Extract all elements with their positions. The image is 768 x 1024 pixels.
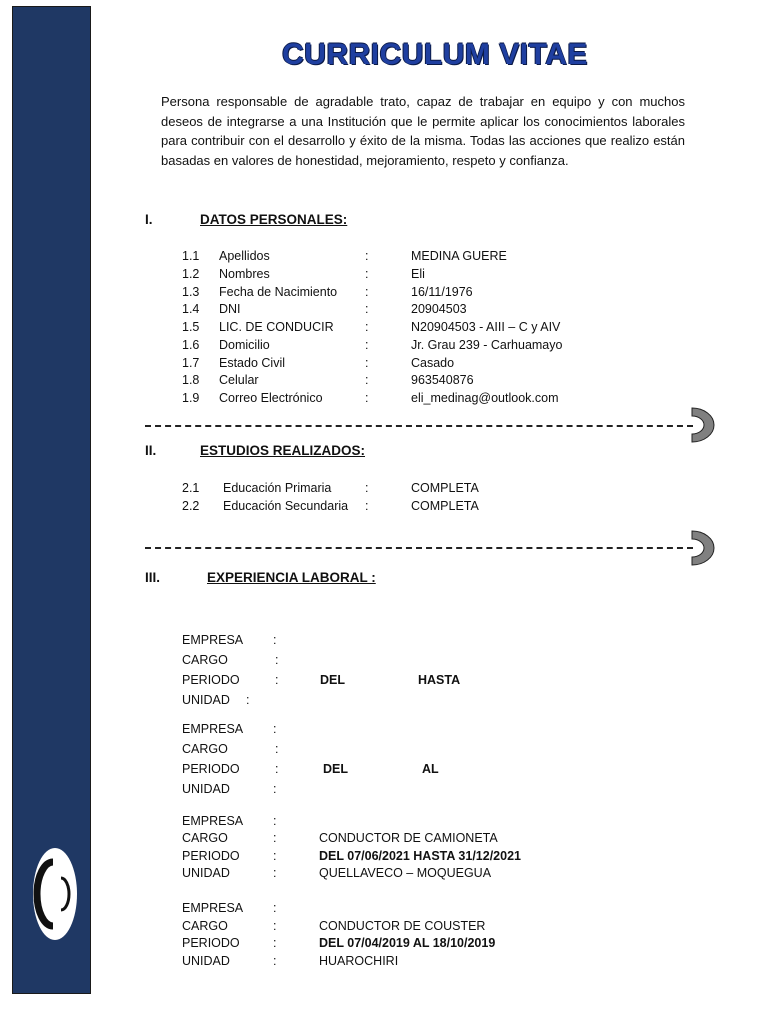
section-heading-personal [145, 212, 445, 232]
list-item: PERIODO : DEL 07/04/2019 AL 18/10/2019 [182, 936, 496, 950]
section-number: II. [145, 443, 157, 458]
list-item: 1.3 Fecha de Nacimiento : 16/11/1976 [182, 285, 473, 299]
list-item: 1.4 DNI : 20904503 [182, 302, 467, 316]
list-item: 2.1 Educación Primaria : COMPLETA [182, 481, 479, 495]
section-separator [145, 547, 693, 549]
sidebar-band [12, 6, 91, 994]
section-number: III. [145, 570, 161, 585]
section-heading-work [145, 570, 465, 590]
list-item: UNIDAD : HUAROCHIRI [182, 954, 399, 968]
list-item: EMPRESA : [182, 814, 277, 828]
list-item: CARGO : CONDUCTOR DE CAMIONETA [182, 831, 498, 845]
list-item: 2.2 Educación Secundaria : COMPLETA [182, 499, 479, 513]
section-label: EXPERIENCIA LABORAL : [207, 570, 376, 585]
list-item: UNIDAD : [182, 693, 250, 707]
list-item: EMPRESA : [182, 901, 277, 915]
list-item: 1.6 Domicilio : Jr. Grau 239 - Carhuamayo [182, 338, 563, 352]
list-item: PERIODO : DEL AL [182, 762, 439, 776]
list-item: UNIDAD : QUELLAVECO – MOQUEGUA [182, 866, 492, 880]
list-item: 1.2 Nombres : Eli [182, 267, 425, 281]
list-item: 1.8 Celular : 963540876 [182, 373, 474, 387]
list-item: CARGO : CONDUCTOR DE COUSTER [182, 919, 486, 933]
page-title: CURRICULUM VITAE [282, 38, 588, 71]
phone-ring-icon [33, 848, 77, 940]
list-item: CARGO : [182, 653, 279, 667]
list-item: CARGO : [182, 742, 279, 756]
list-item: PERIODO : DEL HASTA [182, 673, 461, 687]
list-item: 1.9 Correo Electrónico : eli_medinag@outlook.com [182, 391, 559, 405]
list-item: EMPRESA : [182, 633, 277, 647]
list-item: 1.5 LIC. DE CONDUCIR : N20904503 - AIII – C y AIV [182, 320, 561, 334]
list-item: EMPRESA : [182, 722, 277, 736]
half-ring-icon [690, 529, 718, 567]
section-label: DATOS PERSONALES: [200, 212, 348, 227]
list-item: UNIDAD : [182, 782, 277, 796]
list-item: 1.1 Apellidos : MEDINA GUERE [182, 249, 507, 263]
section-number: I. [145, 212, 153, 227]
section-label: ESTUDIOS REALIZADOS: [200, 443, 366, 458]
section-separator [145, 425, 693, 427]
half-ring-icon [690, 406, 718, 444]
list-item: PERIODO : DEL 07/06/2021 HASTA 31/12/2021 [182, 849, 521, 863]
list-item: 1.7 Estado Civil : Casado [182, 356, 455, 370]
section-heading-studies [145, 443, 445, 463]
intro-paragraph: Persona responsable de agradable trato, capaz de trabajar en equipo y con muchos deseos de integrarse a una Institución que le permite aplicar los conocimientos laborales para contribuir con el desarrollo y éxito de la misma. Todas las acciones que realizo están basadas en valores de honestidad, mejoramiento, respeto y confianza. [161, 94, 685, 168]
